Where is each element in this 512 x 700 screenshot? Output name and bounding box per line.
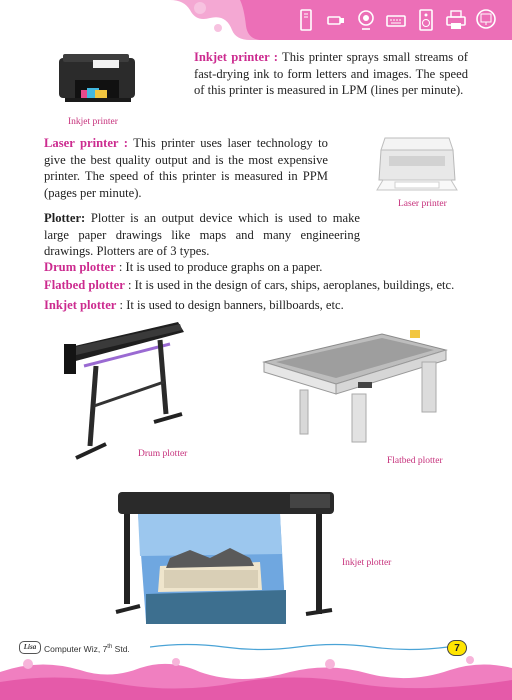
flatbed-plotter-term: Flatbed plotter: [44, 278, 125, 292]
monitor-icon: [476, 8, 496, 32]
laser-printer-caption: Laser printer: [398, 199, 447, 209]
inkjet-printer-caption: Inkjet printer: [68, 117, 118, 127]
webcam-icon: [356, 8, 376, 32]
laser-printer-term: Laser printer :: [44, 136, 128, 150]
inkjet-plotter-caption: Inkjet plotter: [342, 558, 392, 568]
usb-drive-icon: [326, 8, 346, 32]
footer-book-sup: th: [107, 644, 113, 651]
keyboard-icon: [386, 8, 406, 32]
drum-plotter-term: Drum plotter: [44, 260, 116, 274]
flatbed-plotter-text: : It is used in the design of cars, ships, aeroplanes, buildings, etc.: [124, 278, 455, 292]
flatbed-plotter-caption: Flatbed plotter: [387, 456, 443, 466]
bottom-decorative-band: [0, 652, 512, 700]
drum-plotter-line: [44, 259, 484, 276]
footer-book-name: Computer Wiz, 7: [44, 644, 108, 654]
inkjet-plotter-line: [44, 297, 484, 314]
printer-icon: [446, 8, 466, 32]
plotter-term: Plotter:: [44, 211, 86, 225]
inkjet-printer-term: Inkjet printer :: [194, 50, 278, 64]
laser-printer-image: [375, 132, 460, 196]
speaker-icon: [416, 8, 436, 32]
cpu-tower-icon: [296, 8, 316, 32]
drum-plotter-text: : It is used to produce graphs on a paper.: [115, 260, 323, 274]
inkjet-printer-paragraph: [194, 49, 468, 99]
top-icons-row: [296, 8, 496, 32]
laser-printer-text: This printer uses laser technology to give the best quality output and is the most expensive printer. The speed of this printer is measured in PPM (pages per minute).: [44, 136, 328, 200]
publisher-logo: Lisa: [19, 641, 41, 654]
page-number: 7: [447, 640, 467, 656]
inkjet-printer-text: This printer sprays small streams of fast-drying ink to form letters and images. The speed of this printer is measured in LPM (lines per minute).: [194, 50, 468, 97]
inkjet-printer-image: [55, 50, 140, 112]
laser-printer-paragraph: [44, 135, 328, 201]
plotter-paragraph: [44, 210, 360, 260]
plotter-text: Plotter is an output device which is used to make large paper drawings like maps and many engineering drawings. Plotters are of 3 types.: [44, 211, 360, 258]
flatbed-plotter-line: [44, 277, 484, 294]
footer-book-std: Std.: [112, 644, 130, 654]
inkjet-plotter-term: Inkjet plotter: [44, 298, 117, 312]
inkjet-plotter-image: [110, 486, 336, 626]
inkjet-plotter-text: : It is used to design banners, billboards, etc.: [116, 298, 344, 312]
footer-wave-line: [150, 642, 448, 652]
flatbed-plotter-image: [262, 322, 452, 448]
drum-plotter-caption: Drum plotter: [138, 449, 188, 459]
